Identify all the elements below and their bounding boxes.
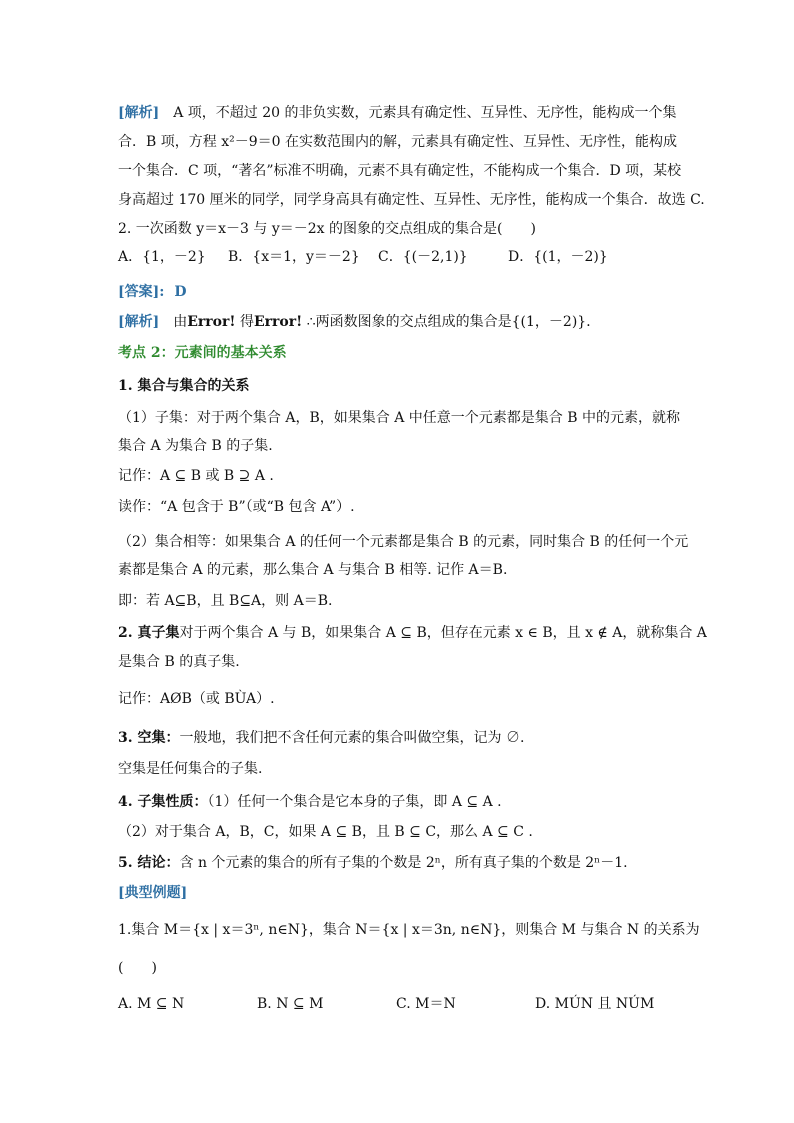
section-1-line-2: 集合 A 为集合 B 的子集. (118, 438, 273, 454)
kaodian-heading: 考点 2：元素间的基本关系 (118, 345, 287, 361)
section-1-line-3: 记作：A ⊆ B 或 B ⊇ A . (118, 468, 274, 484)
jiexi-tag: [解析] (118, 105, 160, 121)
section-3-text: 一般地，我们把不含任何元素的集合叫做空集，记为 ∅. (179, 730, 525, 746)
section-4-line-2: （2）对于集合 A，B，C，如果 A ⊆ B，且 B ⊆ C，那么 A ⊆ C . (118, 824, 533, 840)
typical-examples-heading: [典型例题] (118, 885, 188, 901)
section-1-line-6: 素都是集合 A 的元素，那么集合 A 与集合 B 相等. 记作 A＝B. (118, 562, 508, 578)
jiexi-line-1 (118, 103, 683, 123)
section-4-text: （1）任何一个集合是它本身的子集，即 A ⊆ A . (207, 794, 502, 810)
jiexi2-line (118, 312, 683, 332)
section-1-line-5: （2）集合相等：如果集合 A 的任何一个元素都是集合 B 的元素，同时集合 B 的任何一个元 (118, 534, 689, 550)
section-4-line-1 (118, 792, 683, 812)
error-text-1: Error! (187, 314, 236, 330)
section-2-line-2: 是集合 B 的真子集. (118, 654, 240, 670)
ex1-option-c: C. M＝N (396, 996, 456, 1012)
question-2-options (118, 247, 683, 267)
jiexi2-mid: 得 (235, 314, 254, 330)
section-4-title: 4. 子集性质： (118, 794, 208, 810)
section-2-text: 对于两个集合 A 与 B，如果集合 A ⊆ B，但存在元素 x ∈ B，且 x ∉ A，就称集合 A (179, 625, 707, 641)
example-1-line-1: 1.集合 M＝{x | x＝3ⁿ, n∈N}，集合 N＝{x | x＝3n, n∈N}，则集合 M 与集合 N 的关系为 (118, 922, 700, 938)
jiexi2-tag: [解析] (118, 314, 160, 330)
answer-value: D (174, 284, 187, 300)
error-text-2: Error! (254, 314, 303, 330)
option-d: D．{(1，－2)} (508, 249, 608, 265)
section-3-title: 3. 空集： (118, 730, 180, 746)
jiexi-text: A 项，不超过 20 的非负实数，元素具有确定性、互异性、无序性，能构成一个集 (159, 105, 677, 121)
jiexi-line-3: 一个集合．C 项，“著名”标准不明确，元素不具有确定性，不能构成一个集合．D 项，某校 (118, 163, 682, 179)
option-b: B．{x＝1，y＝－2} (228, 249, 360, 265)
jiexi2-pre: 由 (159, 314, 188, 330)
answer-line (118, 282, 683, 302)
ex1-option-a: A. M ⊆ N (118, 996, 185, 1012)
ex1-option-b: B. N ⊆ M (257, 996, 324, 1012)
jiexi2-post: ∴两函数图象的交点组成的集合是{(1，－2)}． (302, 314, 601, 330)
option-a: A．{1，－2} (118, 249, 206, 265)
jiexi-line-2: 合．B 项，方程 x²－9＝0 在实数范围内的解，元素具有确定性、互异性、无序性，能构成 (118, 134, 677, 150)
section-1-line-1: （1）子集：对于两个集合 A，B，如果集合 A 中任意一个元素都是集合 B 中的元素，就称 (118, 410, 680, 426)
section-5-line (118, 853, 683, 873)
example-1-options (118, 994, 683, 1014)
section-2-title: 2. 真子集 (118, 625, 180, 641)
jiexi-line-4: 身高超过 170 厘米的同学，同学身高具有确定性、互异性、无序性，能构成一个集合．故选 C. (118, 192, 705, 208)
section-2-line-3: 记作：AØB（或 BÙA）. (118, 691, 275, 707)
section-1-title: 1. 集合与集合的关系 (118, 378, 250, 394)
section-3-line-2: 空集是任何集合的子集. (118, 761, 263, 777)
section-3-line-1 (118, 728, 683, 748)
ex1-option-d: D. MÚN 且 NÚM (535, 996, 655, 1012)
section-2-line-1 (118, 623, 707, 643)
option-c: C．{(－2,1)} (378, 249, 468, 265)
example-1-line-2: ( ) (118, 960, 157, 976)
section-5-title: 5. 结论： (118, 855, 180, 871)
question-2: 2. 一次函数 y＝x－3 与 y＝－2x 的图象的交点组成的集合是( ) (118, 221, 536, 237)
section-1-line-4: 读作：“A 包含于 B”（或“B 包含 A”）. (118, 499, 355, 515)
answer-tag: [答案]: (118, 284, 165, 300)
section-5-text: 含 n 个元素的集合的所有子集的个数是 2ⁿ，所有真子集的个数是 2ⁿ－1. (179, 855, 628, 871)
section-1-line-7: 即：若 A⊆B，且 B⊆A，则 A＝B. (118, 593, 333, 609)
